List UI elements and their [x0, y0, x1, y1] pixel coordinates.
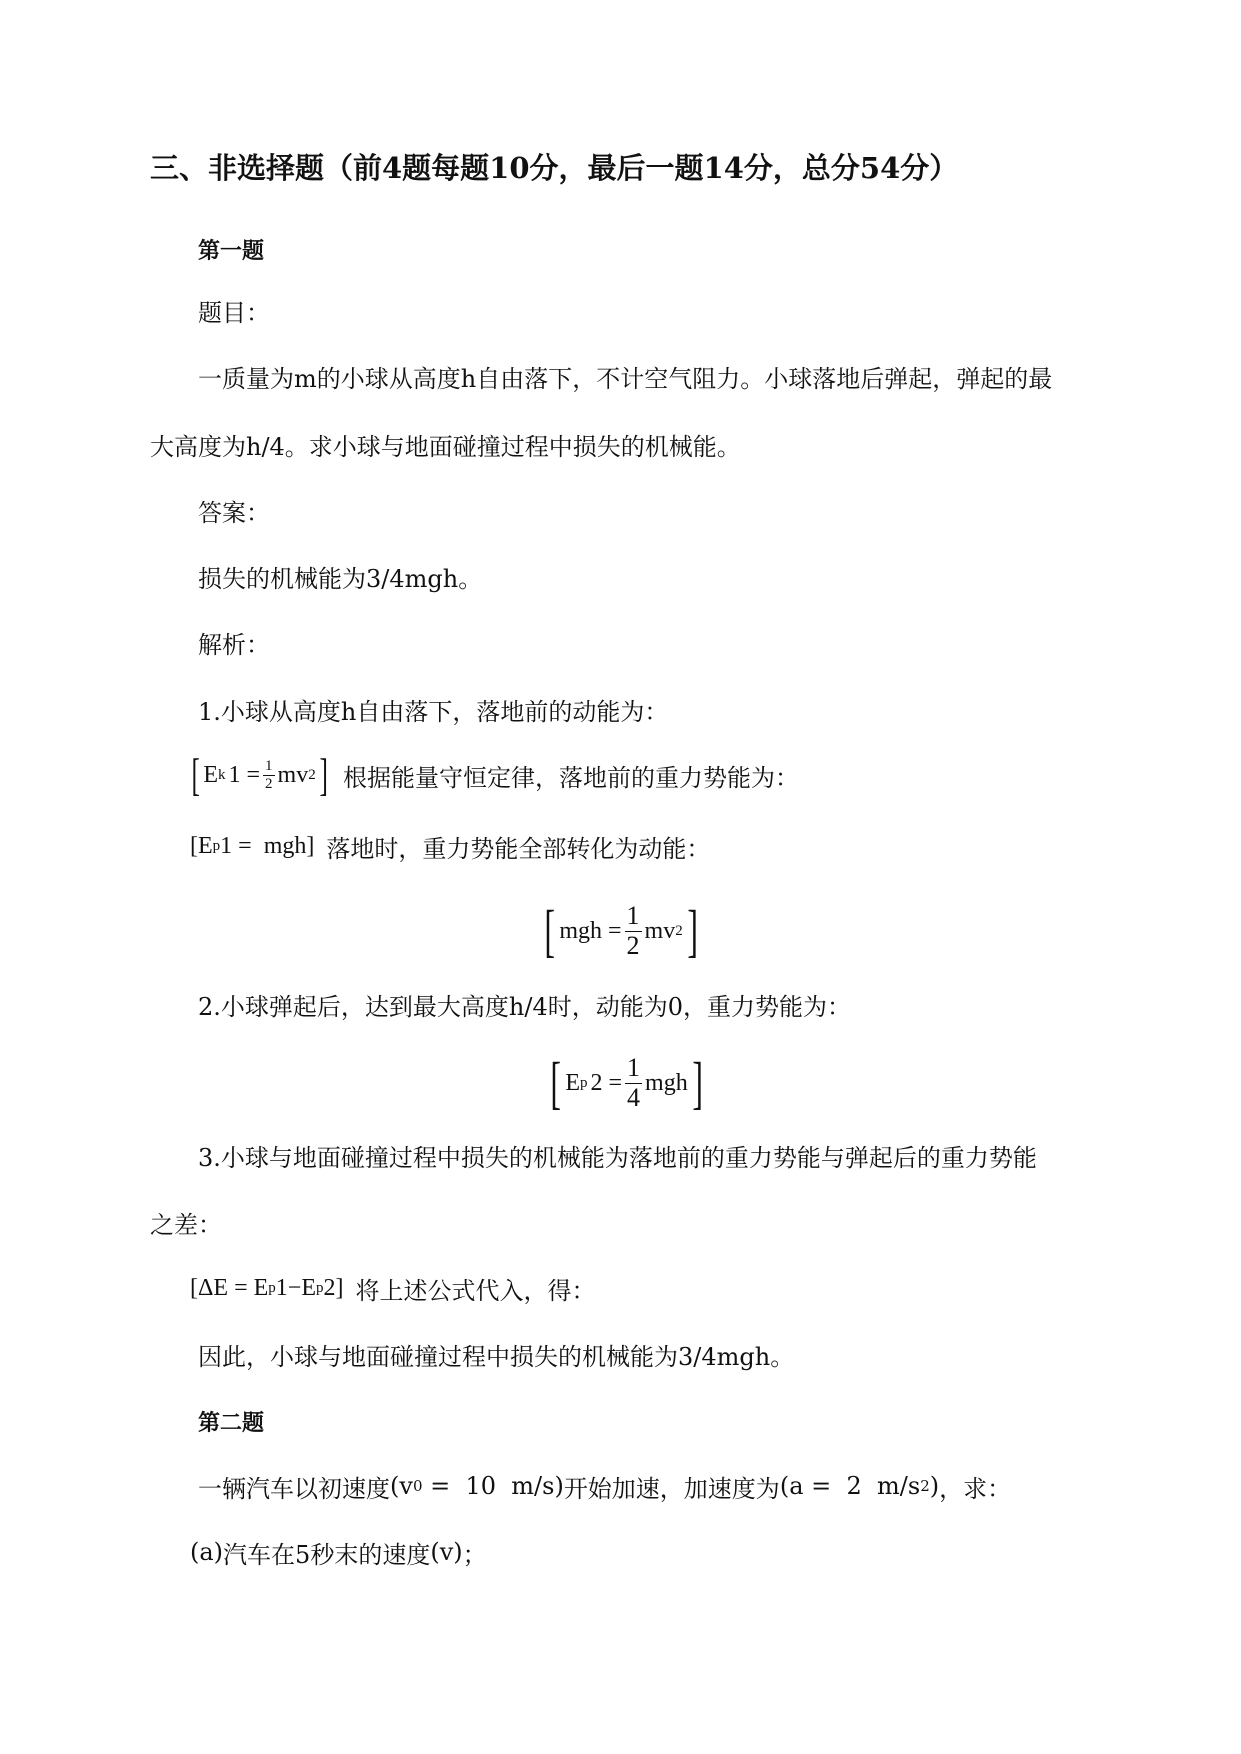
q2-question-line1: 一辆汽车以初速度 ( v 0 = 10 m/s ) 开始加速，加速度为 ( a = 2 m/s 2 ) ，求： — [198, 1472, 1012, 1503]
eq2-text: 落地时，重力势能全部转化为动能： — [326, 834, 711, 863]
fraction: $\frac{1}{2}$ — [626, 900, 640, 960]
q1-question-line2: 大高度为h/4。求小球与地面碰撞过程中损失的机械能。 — [150, 433, 741, 461]
equation-kinetic-energy: [ E k 1 = $\frac{1}{2}$ mv 2 ] 根据能量守恒定律，落地前的重力势能为： — [191, 749, 800, 800]
q1-step1: 1.小球从高度h自由落下，落地前的动能为： — [198, 698, 669, 726]
q1-conclusion: 因此，小球与地面碰撞过程中损失的机械能为3/4mgh。 — [198, 1343, 795, 1371]
q2-heading: 第二题 — [198, 1410, 265, 1436]
equation-energy-conversion: [ mgh = $\frac{1}{2}$ mv 2 ] — [544, 898, 698, 963]
equation-energy-difference: [ ΔE = E p 1−E p 2 ] 将上述公式代入，得： — [190, 1268, 596, 1308]
equation-potential-energy-2: [ E p 2 = $\frac{1}{4}$ mgh ] — [550, 1050, 703, 1115]
q1-analysis-label: 解析： — [198, 631, 270, 659]
fraction: $\frac{1}{4}$ — [627, 1052, 641, 1112]
q1-answer-label: 答案： — [198, 499, 270, 527]
q1-step3-line1: 3.小球与地面碰撞过程中损失的机械能为落地前的重力势能与弹起后的重力势能 — [198, 1144, 1037, 1172]
q1-answer: 损失的机械能为3/4mgh。 — [198, 565, 483, 593]
fraction: $\frac{1}{2}$ — [265, 758, 273, 792]
q1-question-line1: 一质量为m的小球从高度h自由落下，不计空气阻力。小球落地后弹起，弹起的最 — [198, 365, 1053, 393]
eq1-text: 根据能量守恒定律，落地前的重力势能为： — [343, 763, 800, 792]
q1-step2: 2.小球弹起后，达到最大高度h/4时，动能为0，重力势能为： — [198, 993, 851, 1021]
eq5-text: 将上述公式代入，得： — [355, 1276, 596, 1305]
q2-part-a: (a) 汽车在5秒末的速度 (v) ； — [190, 1538, 487, 1569]
equation-potential-energy-1: [ E p 1 = mgh ] 落地时，重力势能全部转化为动能： — [190, 826, 710, 866]
q1-step3-line2: 之差： — [150, 1211, 222, 1239]
section-title: 三、非选择题（前4题每题10分，最后一题14分，总分54分） — [150, 151, 959, 185]
q1-heading: 第一题 — [198, 238, 265, 264]
q1-question-label: 题目： — [198, 299, 270, 327]
